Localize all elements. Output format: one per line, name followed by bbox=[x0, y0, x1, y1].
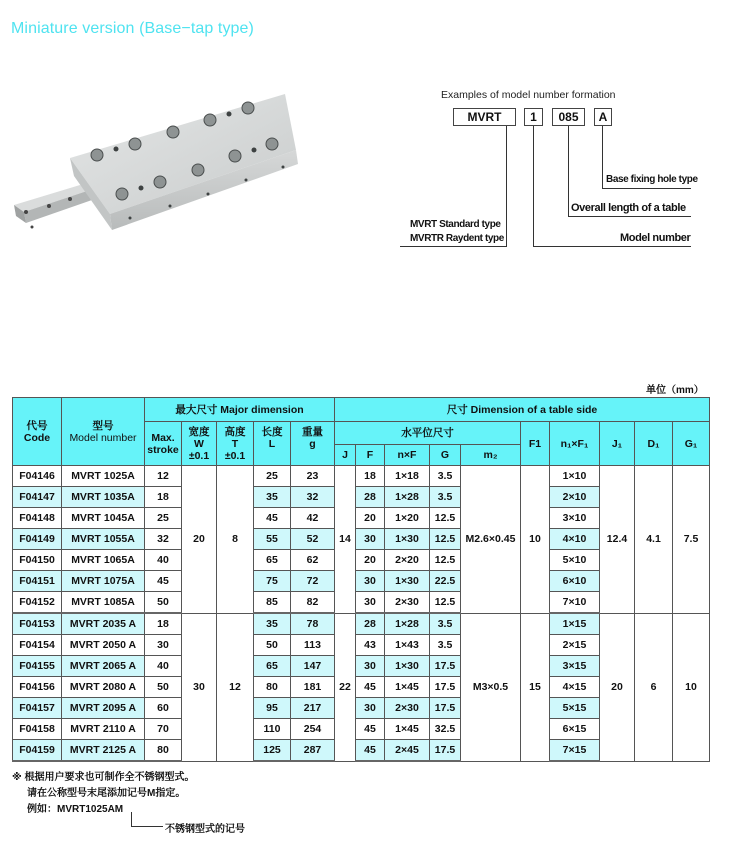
col-header-n1xF1: n₁×F₁ bbox=[550, 422, 600, 466]
group-header-table-side: 尺寸 Dimension of a table side bbox=[335, 398, 710, 422]
table-row bbox=[13, 613, 710, 635]
callout-line bbox=[139, 826, 163, 827]
cell-n1xF1: 6×10 bbox=[550, 571, 600, 592]
cell-length: 55 bbox=[254, 529, 291, 550]
col-header-D1: D₁ bbox=[635, 422, 673, 466]
cell-code: F04146 bbox=[13, 466, 62, 487]
connector-line bbox=[602, 188, 691, 189]
cell-n1xF1: 3×15 bbox=[550, 656, 600, 677]
label-standard-type: MVRT Standard type bbox=[410, 219, 501, 230]
cell-F: 20 bbox=[356, 508, 385, 529]
col-header-model: 型号 Model number bbox=[62, 398, 145, 466]
footnote-line-3: 例如：MVRT1025AM bbox=[27, 804, 124, 815]
cell-n1xF1: 4×10 bbox=[550, 529, 600, 550]
cell-nxF: 1×28 bbox=[385, 613, 430, 635]
cell-F: 43 bbox=[356, 635, 385, 656]
cell-model: MVRT 1075A bbox=[62, 571, 145, 592]
cell-weight: 254 bbox=[291, 719, 335, 740]
cell-model: MVRT 1055A bbox=[62, 529, 145, 550]
cell-nxF: 1×28 bbox=[385, 487, 430, 508]
cell-F: 30 bbox=[356, 571, 385, 592]
cell-code: F04147 bbox=[13, 487, 62, 508]
spec-table bbox=[12, 397, 710, 762]
cell-code: F04157 bbox=[13, 698, 62, 719]
cell-max-stroke: 12 bbox=[145, 466, 182, 487]
cell-G: 17.5 bbox=[430, 740, 461, 762]
connector-line bbox=[533, 126, 534, 247]
cell-code: F04155 bbox=[13, 656, 62, 677]
cell-length: 95 bbox=[254, 698, 291, 719]
cell-F: 28 bbox=[356, 487, 385, 508]
cell-nxF: 1×30 bbox=[385, 656, 430, 677]
group-header-horizontal: 水平位尺寸 bbox=[335, 422, 521, 445]
cell-model: MVRT 2095 A bbox=[62, 698, 145, 719]
cell-length: 125 bbox=[254, 740, 291, 762]
formation-box-hole-type: A bbox=[594, 108, 612, 126]
cell-n1xF1: 2×10 bbox=[550, 487, 600, 508]
cell-n1xF1: 4×15 bbox=[550, 677, 600, 698]
cell-G: 17.5 bbox=[430, 698, 461, 719]
cell-G: 17.5 bbox=[430, 677, 461, 698]
cell-max-stroke: 25 bbox=[145, 508, 182, 529]
cell-weight: 113 bbox=[291, 635, 335, 656]
cell-G: 12.5 bbox=[430, 550, 461, 571]
cell-code: F04153 bbox=[13, 613, 62, 635]
cell-model: MVRT 2065 A bbox=[62, 656, 145, 677]
cell-max-stroke: 80 bbox=[145, 740, 182, 762]
cell-G1: 10 bbox=[673, 613, 710, 761]
cell-G: 12.5 bbox=[430, 529, 461, 550]
cell-model: MVRT 2080 A bbox=[62, 677, 145, 698]
col-header-length: 长度 L bbox=[254, 422, 291, 466]
connector-line bbox=[568, 126, 569, 217]
cell-m2: M3×0.5 bbox=[461, 613, 521, 761]
cell-F1: 15 bbox=[521, 613, 550, 761]
cell-F: 30 bbox=[356, 592, 385, 614]
cell-nxF: 1×30 bbox=[385, 529, 430, 550]
cell-length: 80 bbox=[254, 677, 291, 698]
cell-m2: M2.6×0.45 bbox=[461, 466, 521, 614]
cell-weight: 52 bbox=[291, 529, 335, 550]
formation-heading: Examples of model number formation bbox=[441, 89, 616, 101]
cell-model: MVRT 1085A bbox=[62, 592, 145, 614]
label-raydent-type: MVRTR Raydent type bbox=[410, 233, 504, 244]
cell-n1xF1: 5×15 bbox=[550, 698, 600, 719]
cell-weight: 147 bbox=[291, 656, 335, 677]
cell-nxF: 2×30 bbox=[385, 698, 430, 719]
cell-weight: 72 bbox=[291, 571, 335, 592]
cell-length: 65 bbox=[254, 550, 291, 571]
cell-max-stroke: 18 bbox=[145, 487, 182, 508]
cell-F1: 10 bbox=[521, 466, 550, 614]
cell-D1: 4.1 bbox=[635, 466, 673, 614]
cell-G: 22.5 bbox=[430, 571, 461, 592]
unit-label: 单位（mm） bbox=[646, 385, 704, 396]
cell-F: 30 bbox=[356, 529, 385, 550]
cell-nxF: 1×45 bbox=[385, 719, 430, 740]
cell-F: 45 bbox=[356, 719, 385, 740]
group-header-major-dimension: 最大尺寸 Major dimension bbox=[145, 398, 335, 422]
cell-weight: 181 bbox=[291, 677, 335, 698]
cell-code: F04158 bbox=[13, 719, 62, 740]
cell-F: 20 bbox=[356, 550, 385, 571]
cell-G: 3.5 bbox=[430, 487, 461, 508]
cell-weight: 217 bbox=[291, 698, 335, 719]
cell-nxF: 2×30 bbox=[385, 592, 430, 614]
cell-length: 50 bbox=[254, 635, 291, 656]
cell-model: MVRT 1045A bbox=[62, 508, 145, 529]
cell-length: 35 bbox=[254, 487, 291, 508]
cell-F: 45 bbox=[356, 740, 385, 762]
cell-nxF: 2×20 bbox=[385, 550, 430, 571]
footnote bbox=[12, 770, 195, 818]
cell-height: 12 bbox=[217, 613, 254, 761]
col-header-width: 宽度 W ±0.1 bbox=[182, 422, 217, 466]
footnote-line-1: ※ 根据用户要求也可制作全不锈钢型式。 bbox=[12, 772, 195, 783]
callout-text: 不锈钢型式的记号 bbox=[165, 824, 245, 835]
cell-F: 30 bbox=[356, 698, 385, 719]
col-header-code: 代号 Code bbox=[13, 398, 62, 466]
cell-D1: 6 bbox=[635, 613, 673, 761]
formation-box-series: MVRT bbox=[453, 108, 516, 126]
connector-line bbox=[506, 126, 507, 247]
model-number-formation bbox=[400, 80, 720, 260]
cell-F: 28 bbox=[356, 613, 385, 635]
cell-length: 65 bbox=[254, 656, 291, 677]
cell-G: 3.5 bbox=[430, 613, 461, 635]
label-base-fixing: Base fixing hole type bbox=[606, 174, 698, 185]
cell-J1: 12.4 bbox=[600, 466, 635, 614]
cell-G: 32.5 bbox=[430, 719, 461, 740]
cell-code: F04148 bbox=[13, 508, 62, 529]
cell-nxF: 1×43 bbox=[385, 635, 430, 656]
cell-F: 45 bbox=[356, 677, 385, 698]
cell-weight: 287 bbox=[291, 740, 335, 762]
label-overall-length: Overall length of a table bbox=[571, 202, 686, 214]
cell-length: 75 bbox=[254, 571, 291, 592]
cell-code: F04151 bbox=[13, 571, 62, 592]
cell-nxF: 1×45 bbox=[385, 677, 430, 698]
page-title: Miniature version (Base−tap type) bbox=[11, 20, 254, 37]
cell-J: 14 bbox=[335, 466, 356, 614]
cell-width: 20 bbox=[182, 466, 217, 614]
cell-model: MVRT 2110 A bbox=[62, 719, 145, 740]
cell-G: 3.5 bbox=[430, 466, 461, 487]
cell-model: MVRT 1025A bbox=[62, 466, 145, 487]
cell-G1: 7.5 bbox=[673, 466, 710, 614]
cell-length: 110 bbox=[254, 719, 291, 740]
cell-code: F04156 bbox=[13, 677, 62, 698]
cell-max-stroke: 50 bbox=[145, 677, 182, 698]
cell-weight: 82 bbox=[291, 592, 335, 614]
cell-nxF: 1×18 bbox=[385, 466, 430, 487]
cell-code: F04154 bbox=[13, 635, 62, 656]
connector-line bbox=[602, 126, 603, 189]
col-header-G: G bbox=[430, 445, 461, 466]
cell-n1xF1: 1×15 bbox=[550, 613, 600, 635]
cell-G: 3.5 bbox=[430, 635, 461, 656]
callout-bracket bbox=[131, 812, 140, 827]
cell-weight: 42 bbox=[291, 508, 335, 529]
cell-J: 22 bbox=[335, 613, 356, 761]
cell-nxF: 2×45 bbox=[385, 740, 430, 762]
cell-model: MVRT 1065A bbox=[62, 550, 145, 571]
cell-weight: 32 bbox=[291, 487, 335, 508]
cell-width: 30 bbox=[182, 613, 217, 761]
cell-max-stroke: 45 bbox=[145, 571, 182, 592]
cell-code: F04149 bbox=[13, 529, 62, 550]
footnote-line-2: 请在公称型号末尾添加记号M指定。 bbox=[27, 788, 186, 799]
cell-model: MVRT 2035 A bbox=[62, 613, 145, 635]
cell-weight: 78 bbox=[291, 613, 335, 635]
cell-max-stroke: 70 bbox=[145, 719, 182, 740]
cell-n1xF1: 7×10 bbox=[550, 592, 600, 614]
cell-F: 18 bbox=[356, 466, 385, 487]
cell-weight: 62 bbox=[291, 550, 335, 571]
cell-length: 85 bbox=[254, 592, 291, 614]
cell-max-stroke: 18 bbox=[145, 613, 182, 635]
cell-max-stroke: 40 bbox=[145, 656, 182, 677]
cell-G: 17.5 bbox=[430, 656, 461, 677]
connector-line bbox=[533, 246, 691, 247]
table-row bbox=[13, 466, 710, 487]
cell-G: 12.5 bbox=[430, 592, 461, 614]
cell-nxF: 1×20 bbox=[385, 508, 430, 529]
cell-G: 12.5 bbox=[430, 508, 461, 529]
cell-length: 35 bbox=[254, 613, 291, 635]
cell-F: 30 bbox=[356, 656, 385, 677]
cell-max-stroke: 30 bbox=[145, 635, 182, 656]
col-header-height: 高度 T ±0.1 bbox=[217, 422, 254, 466]
connector-line bbox=[400, 246, 507, 247]
cell-nxF: 1×30 bbox=[385, 571, 430, 592]
cell-model: MVRT 2125 A bbox=[62, 740, 145, 762]
cell-n1xF1: 1×10 bbox=[550, 466, 600, 487]
cell-height: 8 bbox=[217, 466, 254, 614]
col-header-F: F bbox=[356, 445, 385, 466]
formation-box-model: 1 bbox=[524, 108, 543, 126]
col-header-nxF: n×F bbox=[385, 445, 430, 466]
cell-code: F04159 bbox=[13, 740, 62, 762]
cell-max-stroke: 32 bbox=[145, 529, 182, 550]
cell-length: 25 bbox=[254, 466, 291, 487]
cell-n1xF1: 5×10 bbox=[550, 550, 600, 571]
cell-n1xF1: 2×15 bbox=[550, 635, 600, 656]
label-model-number: Model number bbox=[620, 232, 691, 244]
cell-weight: 23 bbox=[291, 466, 335, 487]
col-header-J: J bbox=[335, 445, 356, 466]
cell-code: F04150 bbox=[13, 550, 62, 571]
cell-length: 45 bbox=[254, 508, 291, 529]
col-header-m2: m₂ bbox=[461, 445, 521, 466]
col-header-weight: 重量 g bbox=[291, 422, 335, 466]
cell-n1xF1: 6×15 bbox=[550, 719, 600, 740]
col-header-J1: J₁ bbox=[600, 422, 635, 466]
cell-max-stroke: 50 bbox=[145, 592, 182, 614]
cell-model: MVRT 1035A bbox=[62, 487, 145, 508]
cell-model: MVRT 2050 A bbox=[62, 635, 145, 656]
connector-line bbox=[568, 216, 691, 217]
col-header-G1: G₁ bbox=[673, 422, 710, 466]
cell-J1: 20 bbox=[600, 613, 635, 761]
formation-box-length: 085 bbox=[552, 108, 585, 126]
linear-slide-table-photo-icon bbox=[10, 90, 310, 250]
cell-max-stroke: 40 bbox=[145, 550, 182, 571]
cell-code: F04152 bbox=[13, 592, 62, 614]
cell-n1xF1: 3×10 bbox=[550, 508, 600, 529]
cell-n1xF1: 7×15 bbox=[550, 740, 600, 762]
col-header-F1: F1 bbox=[521, 422, 550, 466]
cell-max-stroke: 60 bbox=[145, 698, 182, 719]
col-header-max-stroke: Max. stroke bbox=[145, 422, 182, 466]
